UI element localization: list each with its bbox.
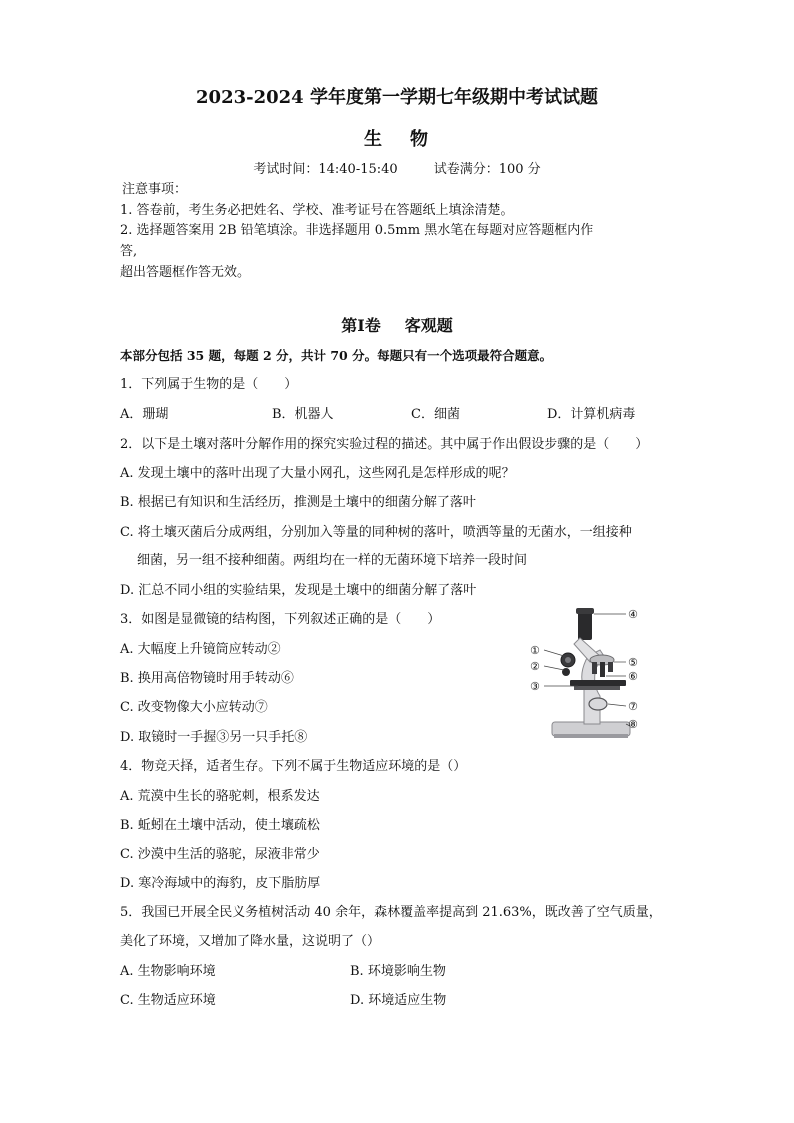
q4-option-a: A. 荒漠中生长的骆驼刺，根系发达 <box>120 789 320 804</box>
q4-option-d: D. 寒冷海域中的海豹，皮下脂肪厚 <box>120 876 321 891</box>
exam-time: 考试时间：14:40-15:40 <box>253 162 398 177</box>
notes-heading: 注意事项： <box>122 182 188 197</box>
q3-option-a: A. 大幅度上升镜筒应转动② <box>120 642 281 657</box>
figure-label-8: ⑧ <box>628 718 638 731</box>
figure-label-2: ② <box>530 660 540 673</box>
q1-stem: 1．下列属于生物的是（ ） <box>120 377 298 392</box>
q3-option-d: D. 取镜时一手握③另一只手托⑧ <box>120 730 308 745</box>
q4-option-c: C. 沙漠中生活的骆驼，尿液非常少 <box>120 847 320 862</box>
figure-label-4: ④ <box>628 608 638 621</box>
q1-option-c: C．细菌 <box>411 407 460 422</box>
subject-char-1: 生 <box>364 129 384 150</box>
q5-option-d: D. 环境适应生物 <box>350 993 447 1008</box>
q2-option-d: D. 汇总不同小组的实验结果，发现是土壤中的细菌分解了落叶 <box>120 583 477 598</box>
q3-option-c: C. 改变物像大小应转动⑦ <box>120 700 268 715</box>
q5-stem: 5．我国已开展全民义务植树活动 40 余年，森林覆盖率提高到 21.63%，既改善了空气质量， <box>120 905 662 920</box>
figure-label-1: ① <box>530 644 540 657</box>
note-item-2-cont: 答, <box>120 244 138 259</box>
q1-option-a: A．珊瑚 <box>120 407 169 422</box>
q5-option-c: C. 生物适应环境 <box>120 993 216 1008</box>
q2-option-a: A. 发现土壤中的落叶出现了大量小网孔，这些网孔是怎样形成的呢？ <box>120 466 515 481</box>
microscope-figure <box>526 604 676 744</box>
note-item-1: 1. 答卷前，考生务必把姓名、学校、准考证号在答题纸上填涂清楚。 <box>120 203 514 218</box>
q4-option-b: B. 蚯蚓在土壤中活动，使土壤疏松 <box>120 818 320 833</box>
exam-title: 2023-2024 学年度第一学期七年级期中考试试题 <box>196 87 598 108</box>
section-volume: 第Ⅰ卷 <box>341 316 381 335</box>
exam-info <box>0 161 794 179</box>
subject-char-2: 物 <box>410 129 430 150</box>
q2-option-c-cont: 细菌，另一组不接种细菌。两组均在一样的无菌环境下培养一段时间 <box>137 553 528 568</box>
q5-option-b: B. 环境影响生物 <box>350 964 446 979</box>
q2-option-b: B. 根据已有知识和生活经历，推测是土壤中的细菌分解了落叶 <box>120 495 476 510</box>
q2-stem: 2．以下是土壤对落叶分解作用的探究实验过程的描述。其中属于作出假设步骤的是（ ） <box>120 437 649 452</box>
figure-label-3: ③ <box>530 680 540 693</box>
full-score: 试卷满分：100 分 <box>433 162 541 177</box>
note-item-2-end: 超出答题框作答无效。 <box>120 265 251 280</box>
q4-stem: 4．物竞天择，适者生存。下列不属于生物适应环境的是（） <box>120 759 467 774</box>
q5-option-a: A. 生物影响环境 <box>120 964 216 979</box>
q3-option-b: B. 换用高倍物镜时用手转动⑥ <box>120 671 294 686</box>
q5-stem-cont: 美化了环境，又增加了降水量，这说明了（） <box>120 934 381 949</box>
figure-label-7: ⑦ <box>628 700 638 713</box>
figure-label-5: ⑤ <box>628 656 638 669</box>
note-item-2: 2. 选择题答案用 2B 铅笔填涂。非选择题用 0.5mm 黑水笔在每题对应答题框内作 <box>120 223 594 238</box>
section-title <box>0 315 794 337</box>
section-instruction: 本部分包括 35 题，每题 2 分，共计 70 分。每题只有一个选项最符合题意。 <box>120 348 553 363</box>
q1-option-b: B．机器人 <box>272 407 334 422</box>
figure-label-6: ⑥ <box>628 670 638 683</box>
q2-option-c: C. 将土壤灭菌后分成两组，分别加入等量的同种树的落叶，喷洒等量的无菌水，一组接种 <box>120 525 632 540</box>
q1-option-d: D．计算机病毒 <box>547 407 636 422</box>
subject-title <box>0 128 794 152</box>
section-type: 客观题 <box>404 316 453 335</box>
q3-stem: 3．如图是显微镜的结构图，下列叙述正确的是（ ） <box>120 612 441 627</box>
